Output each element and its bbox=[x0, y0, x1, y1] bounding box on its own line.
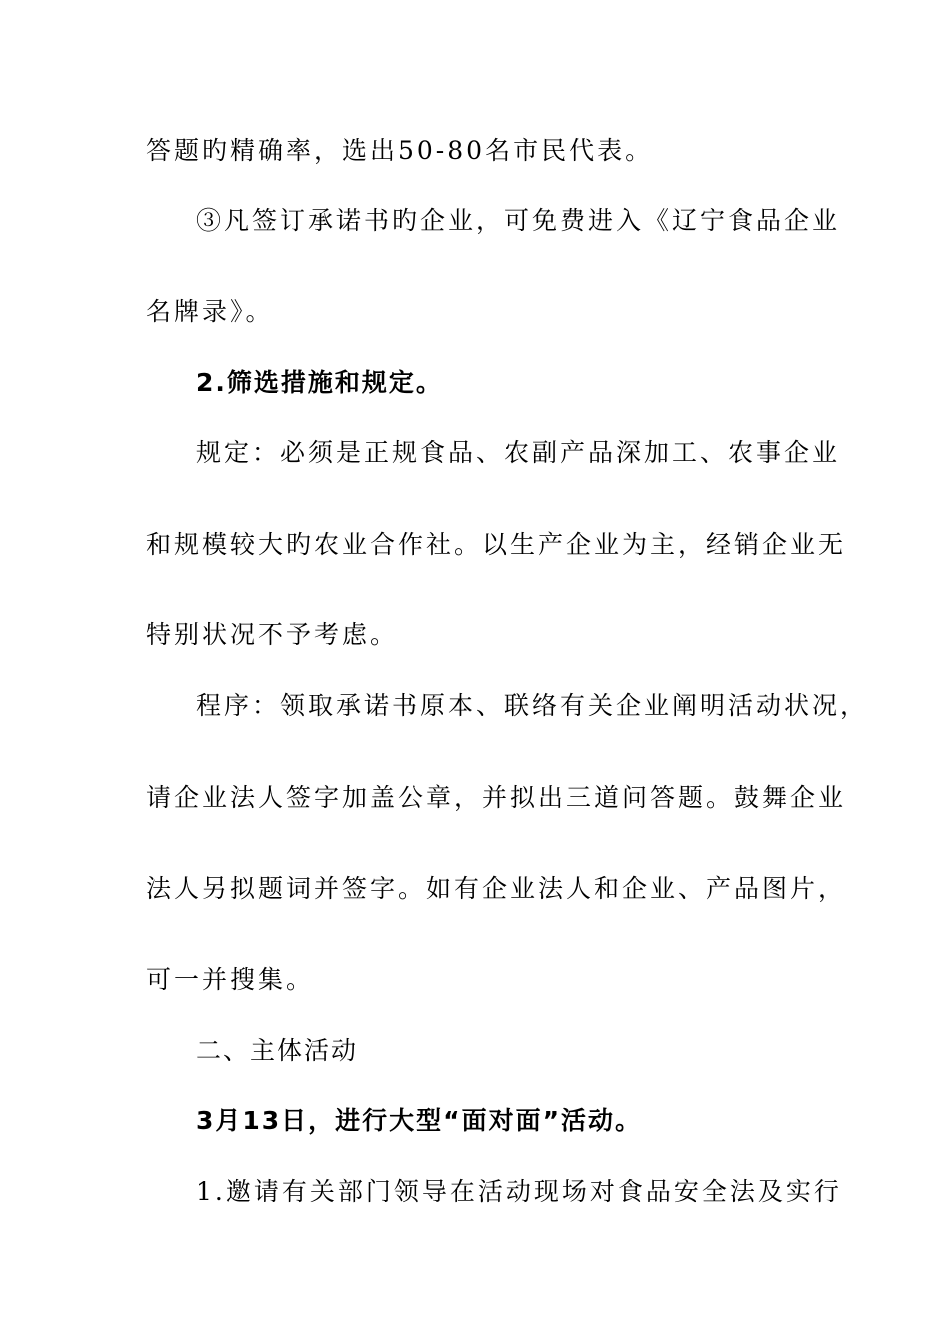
section-heading-main-activity: 二、主体活动 bbox=[196, 1036, 359, 1065]
body-text-line-1: 答题旳精确率，选出50-80名市民代表。 bbox=[146, 136, 654, 165]
section-heading-date: 3月13日，进行大型“面对面”活动。 bbox=[196, 1106, 643, 1135]
body-text-line-7: 特别状况不予考虑。 bbox=[146, 620, 399, 649]
body-text-line-3: 名牌录》。 bbox=[146, 297, 274, 326]
body-text-line-11: 可一并搜集。 bbox=[146, 965, 315, 994]
body-text-line-8: 程序：领取承诺书原本、联络有关企业阐明活动状况， bbox=[196, 691, 869, 720]
body-text-line-6: 和规模较大旳农业合作社。以生产企业为主，经销企业无 bbox=[146, 530, 847, 559]
body-text-line-9: 请企业法人签字加盖公章，并拟出三道问答题。鼓舞企业 bbox=[146, 783, 847, 812]
body-text-line-2: ③凡签订承诺书旳企业，可免费进入《辽宁食品企业 bbox=[196, 206, 841, 235]
section-heading-screening: 2.筛选措施和规定。 bbox=[196, 368, 443, 397]
body-text-line-10: 法人另拟题词并签字。如有企业法人和企业、产品图片， bbox=[146, 874, 847, 903]
body-text-line-5: 规定：必须是正规食品、农副产品深加工、农事企业 bbox=[196, 438, 841, 467]
body-text-line-14: 1.邀请有关部门领导在活动现场对食品安全法及实行 bbox=[196, 1177, 842, 1206]
